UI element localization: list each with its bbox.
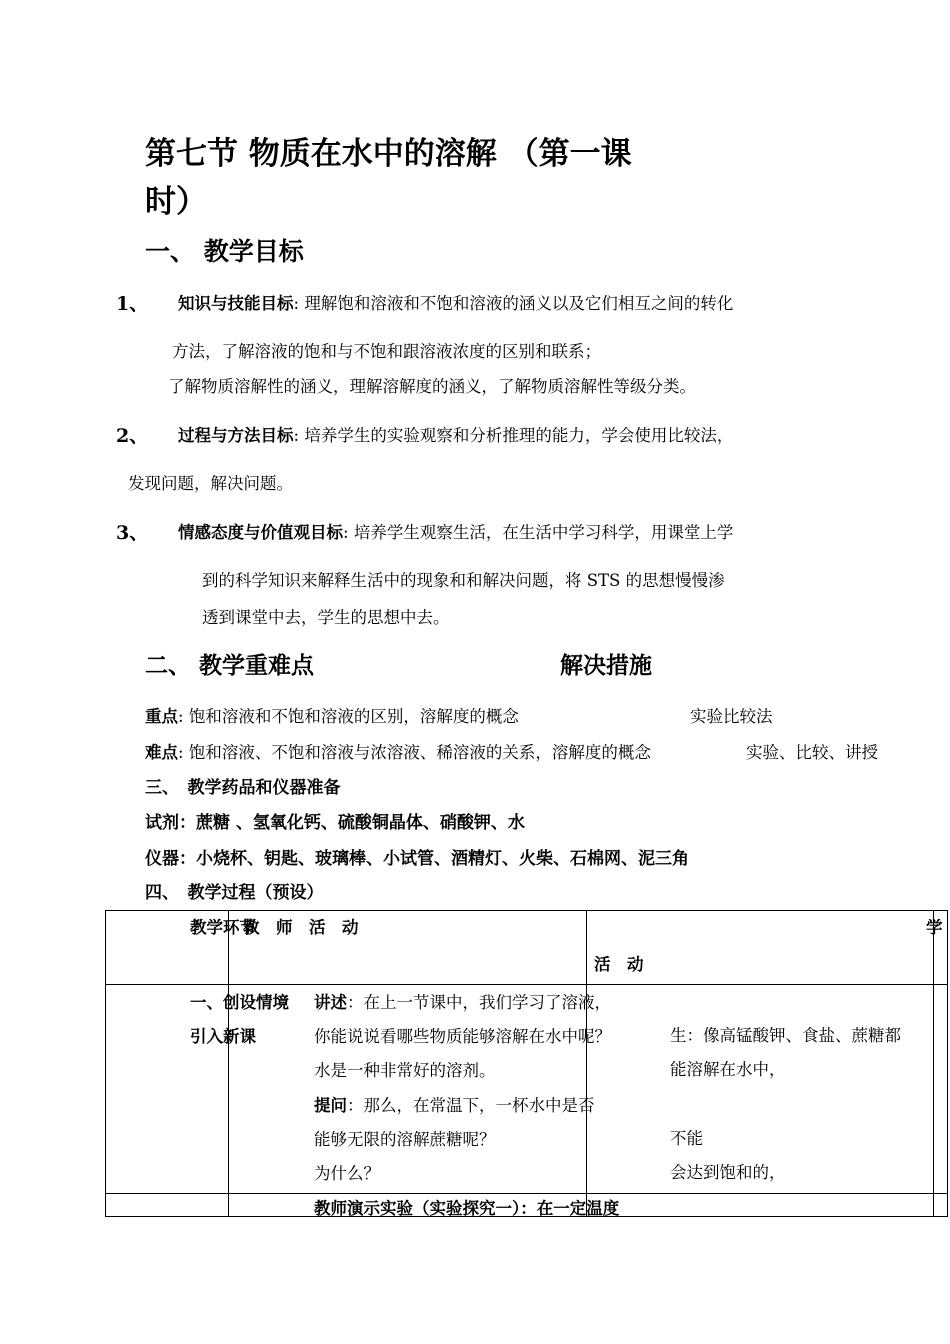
key-method: 实验比较法 — [690, 707, 773, 726]
student-activity-line: 不能 — [670, 1129, 703, 1148]
table-border-right — [947, 910, 948, 1217]
page-title-cont: 时） — [145, 184, 207, 220]
objective-text: 培养学生的实验观察和分析推理的能力，学会使用比较法， — [304, 426, 734, 445]
objective-label: 知识与技能目标 — [178, 294, 294, 313]
section-heading-objectives: 一、 教学目标 — [145, 237, 304, 266]
col-header-stage: 教学环节 — [190, 918, 256, 937]
section-heading-materials: 三、 教学药品和仪器准备 — [145, 778, 341, 798]
key-text: 饱和溶液和不饱和溶液的区别，溶解度的概念 — [188, 707, 519, 726]
objective-text: 理解饱和溶液和不饱和溶液的涵义以及它们相互之间的转化 — [304, 294, 734, 313]
objective-label: 情感态度与价值观目标 — [178, 523, 343, 542]
instruments-list: 仪器：小烧杯、钥匙、玻璃棒、小试管、酒精灯、火柴、石棉网、泥三角 — [145, 849, 689, 869]
section-heading-measures: 解决措施 — [560, 653, 652, 679]
teacher-activity-line: 提问：那么，在常温下，一杯水中是否 — [314, 1096, 595, 1115]
key-point: 重点: 饱和溶液和不饱和溶液的区别，溶解度的概念 — [145, 707, 519, 726]
table-divider — [228, 910, 229, 1217]
teacher-activity-line: 水是一种非常好的溶剂。 — [314, 1061, 496, 1080]
item-number: 3、 — [116, 522, 149, 544]
item-number: 1、 — [116, 293, 149, 315]
col-header-student-cont: 活 动 — [594, 955, 644, 974]
section-heading-keypoints: 二、 教学重难点 — [145, 653, 315, 679]
key-label: 重点 — [145, 707, 178, 726]
item-number: 2、 — [116, 425, 149, 447]
table-border-top — [105, 910, 948, 911]
teacher-question-label: 提问 — [314, 1096, 347, 1115]
objective-text-cont: 发现问题，解决问题。 — [128, 474, 293, 493]
student-activity-line: 生：像高锰酸钾、食盐、蔗糖都 — [670, 1026, 901, 1045]
objective-text-cont: 了解物质溶解性的涵义，理解溶解度的涵义，了解物质溶解性等级分类。 — [168, 377, 696, 396]
table-divider — [586, 910, 587, 1217]
teacher-text: 那么，在常温下，一杯水中是否 — [363, 1096, 595, 1115]
reagents-list: 试剂：蔗糖 、氢氧化钙、硫酸铜晶体、硝酸钾、水 — [145, 813, 525, 833]
table-border-row — [105, 984, 948, 985]
teacher-lecture-label: 讲述 — [314, 993, 347, 1012]
col-header-teacher: 教 师 活 动 — [243, 918, 359, 937]
student-activity-line: 能溶解在水中， — [670, 1060, 786, 1079]
objective-process: 过程与方法目标: 培养学生的实验观察和分析推理的能力，学会使用比较法， — [178, 426, 734, 445]
student-activity-line: 会达到饱和的， — [670, 1163, 786, 1182]
table-border-left — [105, 910, 106, 1217]
stage-label-cont: 引入新课 — [190, 1027, 256, 1046]
objective-text-cont: 透到课堂中去，学生的思想中去。 — [202, 608, 450, 627]
teacher-text: 在上一节课中，我们学习了溶液， — [363, 993, 611, 1012]
teacher-activity-line: 能够无限的溶解蔗糖呢？ — [314, 1130, 496, 1149]
hard-label: 难点 — [145, 743, 178, 762]
difficult-point: 难点: 饱和溶液、不饱和溶液与浓溶液、稀溶液的关系，溶解度的概念 — [145, 743, 651, 762]
objective-label: 过程与方法目标 — [178, 426, 294, 445]
col-header-student: 学 — [926, 918, 943, 937]
table-divider — [933, 910, 934, 1217]
objective-knowledge: 知识与技能目标: 理解饱和溶液和不饱和溶液的涵义以及它们相互之间的转化 — [178, 294, 734, 313]
hard-method: 实验、比较、讲授 — [746, 743, 878, 762]
objective-emotion: 情感态度与价值观目标: 培养学生观察生活，在生活中学习科学，用课堂上学 — [178, 523, 734, 542]
table-border-row — [105, 1193, 948, 1194]
objective-text-cont: 方法，了解溶液的饱和与不饱和跟溶液浓度的区别和联系； — [172, 342, 601, 361]
stage-label: 一、创设情境 — [190, 993, 289, 1012]
teacher-activity-line: 教师演示实验（实验探究一）：在一定温度 — [314, 1199, 620, 1218]
objective-text: 培养学生观察生活，在生活中学习科学，用课堂上学 — [353, 523, 734, 542]
teacher-activity-line: 讲述：在上一节课中，我们学习了溶液， — [314, 993, 611, 1012]
objective-text-cont: 到的科学知识来解释生活中的现象和和解决问题，将 STS 的思想慢慢渗 — [202, 571, 725, 590]
teacher-activity-line: 你能说说看哪些物质能够溶解在水中呢？ — [314, 1027, 611, 1046]
teacher-activity-line: 为什么？ — [314, 1164, 380, 1183]
hard-text: 饱和溶液、不饱和溶液与浓溶液、稀溶液的关系，溶解度的概念 — [188, 743, 651, 762]
page-title: 第七节 物质在水中的溶解 （第一课 — [145, 136, 632, 172]
section-heading-process: 四、 教学过程（预设） — [145, 883, 324, 903]
